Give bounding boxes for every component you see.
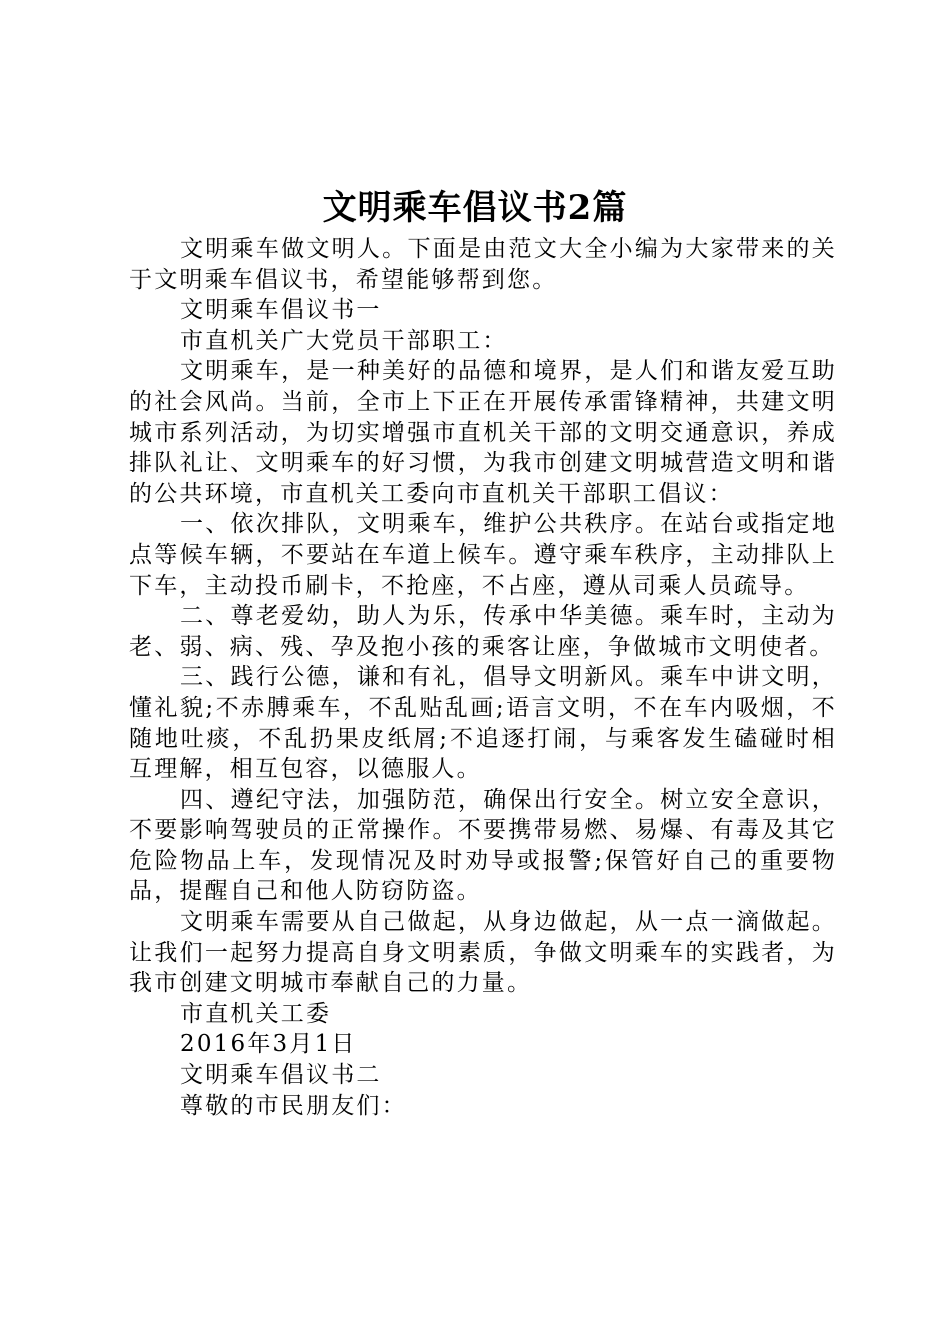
proposal-item-two: 二、尊老爱幼，助人为乐，传承中华美德。乘车时，主动为老、弱、病、残、孕及抱小孩的乘客让座，争做城市文明使者。	[129, 603, 837, 660]
section-heading-two: 文明乘车倡议书二	[180, 1062, 382, 1089]
intro-paragraph: 文明乘车做文明人。下面是由范文大全小编为大家带来的关于文明乘车倡议书，希望能够帮到您。	[129, 236, 837, 293]
salutation-one: 市直机关广大党员干部职工：	[180, 327, 508, 354]
proposal-item-three: 三、践行公德，谦和有礼，倡导文明新风。乘车中讲文明，懂礼貌;不赤膊乘车，不乱贴乱画;语言文明，不在车内吸烟，不随地吐痰，不乱扔果皮纸屑;不追逐打闹，与乘客发生磕碰时相互理解，相互包容，以德服人。	[129, 664, 837, 783]
document-body	[129, 234, 837, 1121]
proposal-item-one: 一、依次排队，文明乘车，维护公共秩序。在站台或指定地点等候车辆，不要站在车道上候车。遵守乘车秩序，主动排队上下车，主动投币刷卡，不抢座，不占座，遵从司乘人员疏导。	[129, 511, 837, 599]
salutation-two: 尊敬的市民朋友们：	[180, 1092, 407, 1119]
document-title: 文明乘车倡议书2篇	[322, 188, 628, 228]
proposal-item-four: 四、遵纪守法，加强防范，确保出行安全。树立安全意识，不要影响驾驶员的正常操作。不要携带易燃、易爆、有毒及其它危险物品上车，发现情况及时劝导或报警;保管好自己的重要物品，提醒自己和他人防窃防盗。	[129, 786, 837, 905]
closing-paragraph: 文明乘车需要从自己做起，从身边做起，从一点一滴做起。让我们一起努力提高自身文明素质，争做文明乘车的实践者，为我市创建文明城市奉献自己的力量。	[129, 909, 837, 997]
body-paragraph: 文明乘车，是一种美好的品德和境界，是人们和谐友爱互助的社会风尚。当前，全市上下正在开展传承雷锋精神，共建文明城市系列活动，为切实增强市直机关干部的文明交通意识，养成排队礼让、文明乘车的好习惯，为我市创建文明城营造文明和谐的公共环境，市直机关工委向市直机关干部职工倡议：	[129, 358, 837, 507]
signature-date: 2016年3月1日	[180, 1031, 357, 1058]
section-heading-one: 文明乘车倡议书一	[180, 297, 382, 324]
signature-organization: 市直机关工委	[180, 1000, 332, 1027]
